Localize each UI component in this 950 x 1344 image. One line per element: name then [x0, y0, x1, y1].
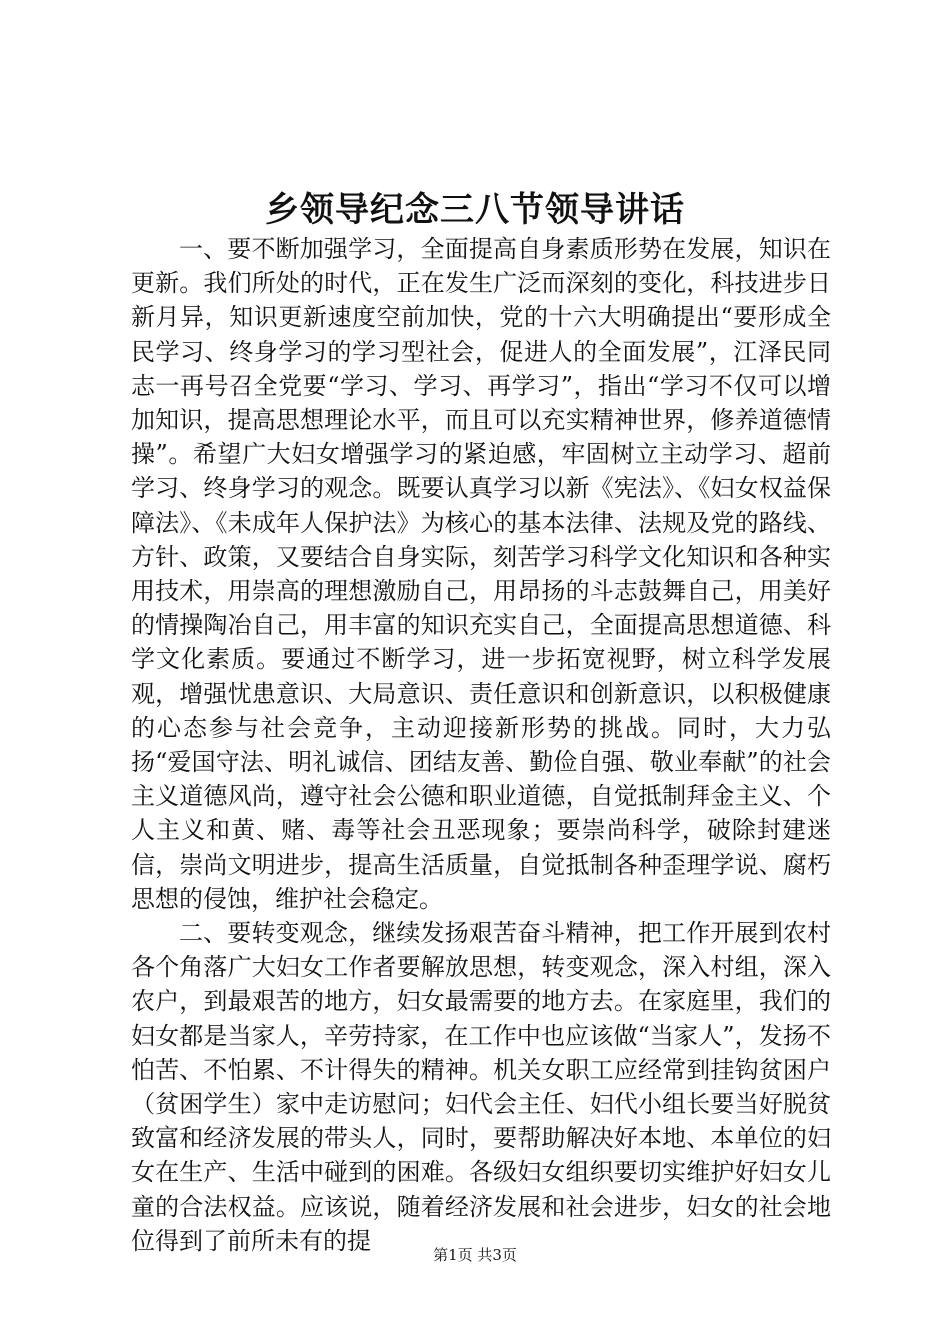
paragraph-2: 二、要转变观念，继续发扬艰苦奋斗精神，把工作开展到农村各个角落广大妇女工作者要解放思想，转变观念，深入村组，深入农户，到最艰苦的地方，妇女最需要的地方去。在家庭里，我们的妇女都是当家人，辛劳持家，在工作中也应该做“当家人”，发扬不怕苦、不怕累、不计得失的精神。机关女职工应经常到挂钩贫困户（贫困学生）家中走访慰问；妇代会主任、妇代小组长要当好脱贫致富和经济发展的带头人，同时，要帮助解决好本地、本单位的妇女在生产、生活中碰到的困难。各级妇女组织要切实维护好妇女儿童的合法权益。应该说，随着经济发展和社会进步，妇女的社会地位得到了前所未有的提 — [131, 919, 831, 1255]
document-body — [131, 232, 831, 1258]
paragraph-1: 一、要不断加强学习，全面提高自身素质形势在发展，知识在更新。我们所处的时代，正在发生广泛而深刻的变化，科技进步日新月异，知识更新速度空前加快，党的十六大明确提出“要形成全民学习、终身学习的学习型社会，促进人的全面发展”，江泽民同志一再号召全党要“学习、学习、再学习”，指出“学习不仅可以增加知识，提高思想理论水平，而且可以充实精神世界，修养道德情操”。希望广大妇女增强学习的紧迫感，牢固树立主动学习、超前学习、终身学习的观念。既要认真学习以新《宪法》、《妇女权益保障法》、《未成年人保护法》为核心的基本法律、法规及党的路线、方针、政策，又要结合自身实际，刻苦学习科学文化知识和各种实用技术，用崇高的理想激励自己，用昂扬的斗志鼓舞自己，用美好的情操陶冶自己，用丰富的知识充实自己，全面提高思想道德、科学文化素质。要通过不断学习，进一步拓宽视野，树立科学发展观，增强忧患意识、大局意识、责任意识和创新意识，以积极健康的心态参与社会竞争，主动迎接新形势的挑战。同时，大力弘扬“爱国守法、明礼诚信、团结友善、勤俭自强、敬业奉献”的社会主义道德风尚，遵守社会公德和职业道德，自觉抵制拜金主义、个人主义和黄、赌、毒等社会丑恶现象；要崇尚科学，破除封建迷信，崇尚文明进步，提高生活质量，自觉抵制各种歪理学说、腐朽思想的侵蚀，维护社会稳定。 — [131, 235, 831, 913]
page-footer: 第1页 共3页 — [433, 1246, 517, 1264]
document-title: 乡领导纪念三八节领导讲话 — [265, 190, 685, 230]
